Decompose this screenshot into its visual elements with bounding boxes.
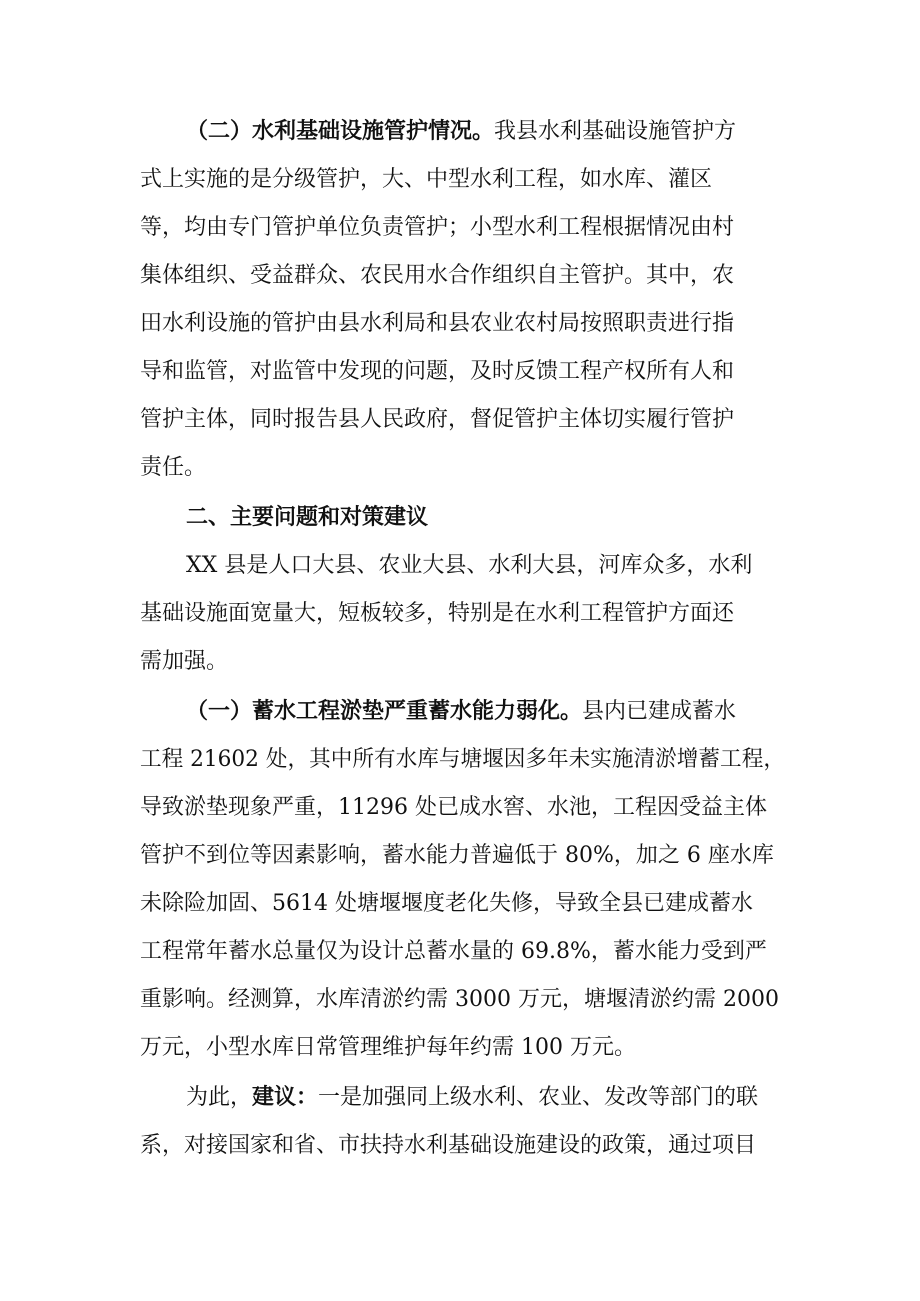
paragraph-line: 工程常年蓄水总量仅为设计总蓄水量的 69.8%，蓄水能力受到严 (140, 939, 767, 964)
paragraph-line: 管护不到位等因素影响，蓄水能力普遍低于 80%，加之 6 座水库 (140, 843, 774, 868)
paragraph-line: XX 县是人口大县、农业大县、水利大县，河库众多，水利 (186, 553, 753, 578)
paragraph-line: 基础设施面宽量大，短板较多，特别是在水利工程管护方面还 (140, 601, 735, 626)
paragraph-line (186, 1084, 758, 1112)
paragraph-text: 一是加强同上级水利、农业、发改等部门的联 (318, 1085, 759, 1110)
paragraph-line: 责任。 (140, 455, 207, 480)
paragraph-line (186, 698, 736, 726)
paragraph-line: 等，均由专门管护单位负责管护；小型水利工程根据情况由村 (140, 215, 735, 240)
paragraph-line: 导和监管，对监管中发现的问题，及时反馈工程产权所有人和 (140, 359, 735, 384)
paragraph-text: 我县水利基础设施管护方 (494, 119, 737, 144)
subsection-lead: （二）水利基础设施管护情况。 (186, 119, 495, 144)
paragraph-line: 重影响。经测算，水库清淤约需 3000 万元，塘堰清淤约需 2000 (140, 987, 779, 1012)
section-heading: 二、主要问题和对策建议 (186, 505, 429, 530)
paragraph-line: 导致淤垫现象严重，11296 处已成水窖、水池，工程因受益主体 (140, 795, 767, 820)
paragraph-line: 未除险加固、5614 处塘堰堰度老化失修，导致全县已建成蓄水 (140, 891, 753, 916)
suggestion-keyword: 建议： (252, 1085, 319, 1110)
paragraph-line: 系，对接国家和省、市扶持水利基础设施建设的政策，通过项目 (140, 1133, 757, 1158)
paragraph-line: 田水利设施的管护由县水利局和县农业农村局按照职责进行指 (140, 311, 735, 336)
paragraph-line: 管护主体，同时报告县人民政府，督促管护主体切实履行管护 (140, 407, 735, 432)
paragraph-line: 式上实施的是分级管护，大、中型水利工程，如水库、灌区 (140, 167, 713, 192)
paragraph-line: 集体组织、受益群众、农民用水合作组织自主管护。其中，农 (140, 263, 735, 288)
paragraph-line: 工程 21602 处，其中所有水库与塘堰因多年未实施清淤增蓄工程， (140, 747, 785, 772)
paragraph-line: 需加强。 (140, 649, 229, 674)
subsection-lead: （一）蓄水工程淤垫严重蓄水能力弱化。 (186, 699, 583, 724)
paragraph-line (186, 118, 736, 146)
paragraph-text: 县内已建成蓄水 (582, 699, 737, 724)
paragraph-line: 万元，小型水库日常管理维护每年约需 100 万元。 (140, 1035, 636, 1060)
suggestion-prefix: 为此， (186, 1085, 253, 1110)
